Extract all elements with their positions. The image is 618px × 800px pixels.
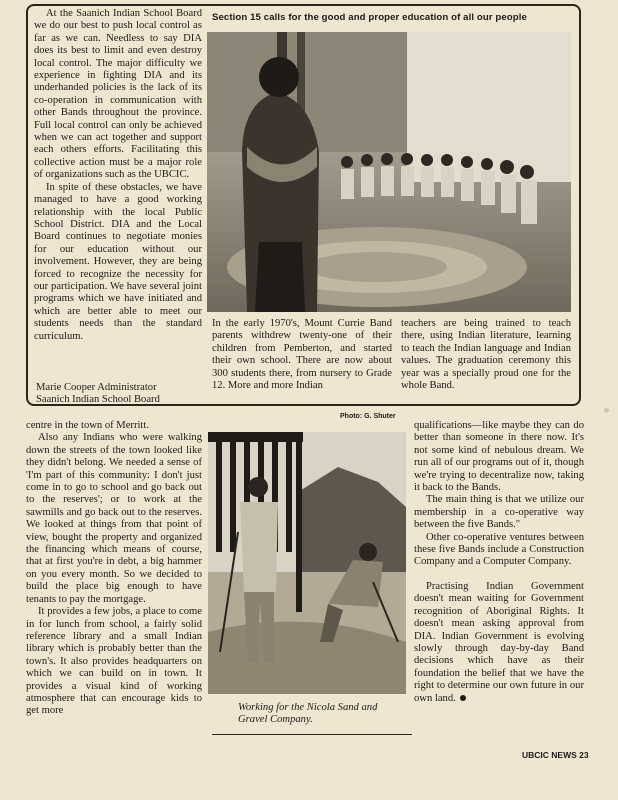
paragraph: At the Saanich Indian School Board we do our best to push local control as far as we can. Needless to say DIA does its best to limit and even destroy local control. The major difficulty we experience in fighting DIA and its underhanded policies is the lack of its co-operation in communication with other Bands throughout the province. Full local control can only be achieved when we can act together and support each others efforts. Facilitating this collective action must be a major role of organizations such as the UBCIC. <box>34 8 202 181</box>
paragraph: The main thing is that we utilize our membership in a co-operative way between the five Bands." <box>414 494 584 531</box>
graduation-photo-image <box>207 32 571 312</box>
banner-headline: Section 15 calls for the good and proper education of all our people <box>212 12 527 23</box>
paragraph-text: Practising Indian Government doesn't mean waiting for Government recognition of Aboriginal Rights. It doesn't mean asking approval from DIA. Indian Government is evolving slowly through day-by-day Band decisions which have as their foundation the belief that we have the right to determine our own future in our own land. <box>414 580 584 704</box>
photo1-caption-left <box>212 318 392 392</box>
photo2-caption: Working for the Nicola Sand and Gravel Company. <box>238 702 378 726</box>
paragraph: Other co-operative ventures between these five Bands include a Construction Company and a Computer Company. <box>414 531 584 568</box>
staple-mark <box>604 408 609 413</box>
page-footer: UBCIC NEWS 23 <box>522 750 589 760</box>
signature-block <box>36 382 206 406</box>
box-left-column <box>34 8 202 343</box>
lower-left-column <box>26 420 202 718</box>
workers-photo <box>208 432 406 694</box>
photo1-caption-right <box>401 318 571 392</box>
end-mark <box>460 695 466 701</box>
photo-credit: Photo: G. Shuter <box>340 413 396 420</box>
graduation-photo <box>207 32 571 312</box>
paragraph: In spite of these obstacles, we have managed to have a good working relationship with the local Public School District. DIA and the Local Board continues to negotiate monies for our education without our involvement. However, they are being forced to recognize the necessity for our participation. We have several joint programs which we have initiated and which are better able to meet our students needs than the standard curriculum. <box>34 181 202 342</box>
paragraph: It provides a few jobs, a place to come in for lunch from school, a fairly solid reference library and a small Indian library which is probably better than the town's. It also provides headquarters on which we can build on in town. It provides a visual kind of working atmosphere that can encourage kids to get more <box>26 606 202 717</box>
signature-line: Marie Cooper Administrator <box>36 382 157 393</box>
workers-photo-image <box>208 432 406 694</box>
signature-line: Saanich Indian School Board <box>36 394 160 405</box>
paragraph: Also any Indians who were walking down the streets of the town looked like they didn't belong. We needed a sense of 'I'm part of this community: I don't just come in to go to school and go back out to the reserves'; or to work at the sawmills and go back out to the reserves. We looked at things from that point of view, bought the property and organized the financing which means of course, that at first you're in debt, a big hammer on you every month. So we decided to build the place big enough to have tenants to pay the mortgage. <box>26 432 202 605</box>
paragraph <box>414 581 584 705</box>
caption-rule <box>212 734 412 735</box>
paragraph: centre in the town of Merritt. <box>26 420 149 431</box>
caption-text: teachers are being trained to teach there, using Indian literature, learning to teach the Indian language and Indian values. The graduation ceremony this year was a specially proud one for the whole Band. <box>401 318 571 392</box>
caption-text: In the early 1970's, Mount Currie Band parents withdrew twenty-one of their children from Pemberton, and started their own school. There are now about 300 students there, from nursery to Grade 12. More and more Indian <box>212 318 392 392</box>
lower-right-column <box>414 420 584 705</box>
paragraph: qualifications—like maybe they can do better than someone in there now. It's not some kind of nebulous dream. We run all of our programs out of it, though we're trying to decentralize now, taking it back to the Bands. <box>414 420 584 494</box>
